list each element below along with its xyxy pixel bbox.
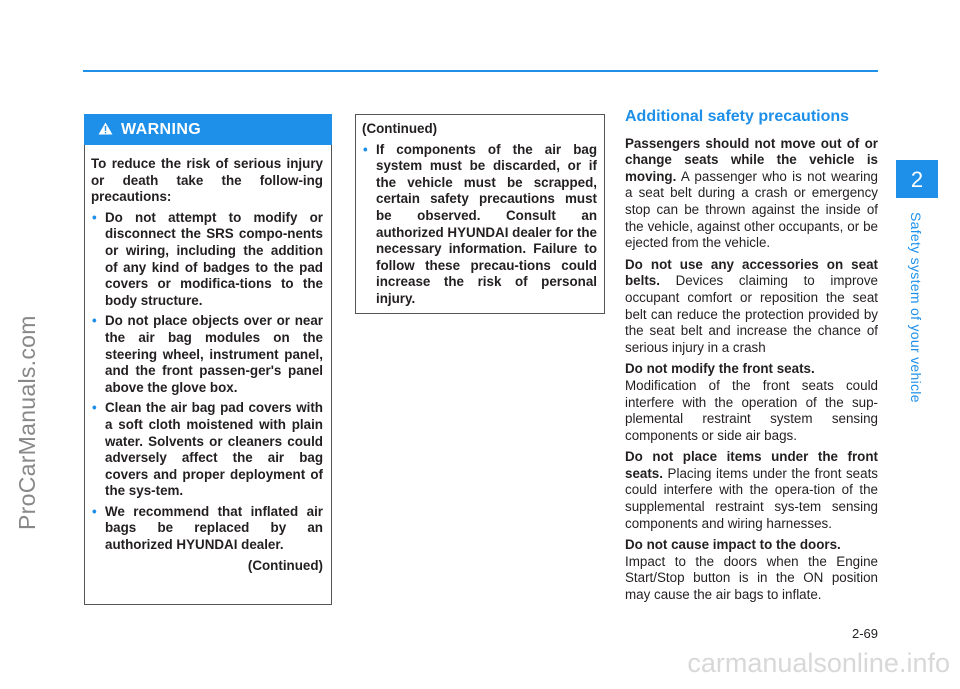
precaution-lead: Do not use any accessories on seat belts.: [625, 256, 878, 289]
bullet-icon: •: [92, 400, 97, 416]
precaution-body: Devices claiming to improve occupant comfort or reposition the seat belt can reduce the protection provided by the seat belt and increase the chance of serious injury in a crash: [625, 273, 878, 355]
bullet-text: We recommend that inflated air bags be replaced by an authorized HYUNDAI dealer.: [105, 503, 323, 553]
precaution-item: [625, 361, 878, 444]
bullet-icon: •: [363, 141, 368, 157]
warning-continued: (Continued): [247, 557, 323, 573]
bullet-text: If components of the air bag system must be discarded, or if the vehicle must be scrapped, certain safety precautions must be observed. Consult an authorized HYUNDAI dealer for the necessary information. Failure to follow these precau-tions could increase the risk of personal injury.: [376, 141, 597, 306]
precaution-body: Placing items under the front seats could interfere with the opera-tion of the supplemental restraint sys-tem sensing components and wiring harnesses.: [625, 465, 878, 531]
bullet-icon: •: [92, 313, 97, 329]
bullet-text: Do not place objects over or near the air bag modules on the steering wheel, instrument panel, and the front passen-ger's panel above the glove box.: [105, 313, 323, 395]
warning-title: WARNING: [121, 121, 202, 138]
precaution-lead: Do not cause impact to the doors.: [625, 537, 841, 553]
chapter-number-tab: 2: [896, 160, 938, 198]
precaution-item: [625, 537, 878, 603]
bullet-icon: •: [92, 209, 97, 225]
continued-body: [362, 121, 597, 312]
precaution-lead: Do not modify the front seats.: [625, 361, 815, 377]
warning-body: [91, 156, 323, 574]
warning-bullet: [91, 504, 323, 554]
bottom-watermark: carmanualsonline.info: [687, 648, 950, 678]
warning-header: [84, 114, 332, 145]
warning-bullet: [91, 313, 323, 396]
continued-box: [355, 114, 605, 314]
precaution-lead: Do not place items under the front seats.: [625, 449, 878, 481]
chapter-title: Safety system of your vehicle: [908, 212, 924, 403]
bullet-icon: •: [92, 503, 97, 519]
bullet-text: Clean the air bag pad covers with a soft cloth moistened with plain water. Solvents or cleaners could adversely affect the air bag covers and proper deployment of the sys-tem.: [105, 400, 323, 499]
continued-bullet: [362, 142, 597, 308]
continued-header: (Continued): [362, 121, 438, 136]
warning-bullet: [91, 400, 323, 500]
page-number: 2-69: [851, 626, 878, 641]
bullet-text: Do not attempt to modify or disconnect the SRS compo-nents or wiring, including the addition of any kind of badges to the pad covers or modifica-tions to the body structure.: [105, 209, 323, 308]
header-rule: [83, 70, 878, 72]
precaution-lead: Passengers should not move out of or change seats while the vehicle is moving.: [625, 135, 878, 184]
precaution-body: A passenger who is not wearing a seat belt during a crash or emergency stop can be thrown against the inside of the vehicle, against other occupants, or be ejected from the vehicle.: [625, 168, 878, 251]
precaution-item: [625, 257, 878, 357]
warning-intro: To reduce the risk of serious injury or death take the follow-ing precautions:: [91, 156, 323, 205]
section-title: Additional safety precautions: [625, 108, 850, 125]
side-watermark: ProCarManuals.com: [14, 315, 40, 530]
safety-precautions-section: [625, 109, 878, 609]
precaution-body: Impact to the doors when the Engine Start/Stop button is in the ON position may cause the air bags to inflate.: [625, 553, 878, 603]
precaution-item: [625, 136, 878, 252]
warning-triangle-icon: [98, 115, 113, 146]
warning-box: [84, 114, 332, 605]
precaution-item: [625, 449, 878, 532]
precaution-body: Modification of the front seats could interfere with the operation of the sup-plemental restraint system sensing components or side air bags.: [625, 377, 878, 443]
warning-bullet: [91, 210, 323, 310]
